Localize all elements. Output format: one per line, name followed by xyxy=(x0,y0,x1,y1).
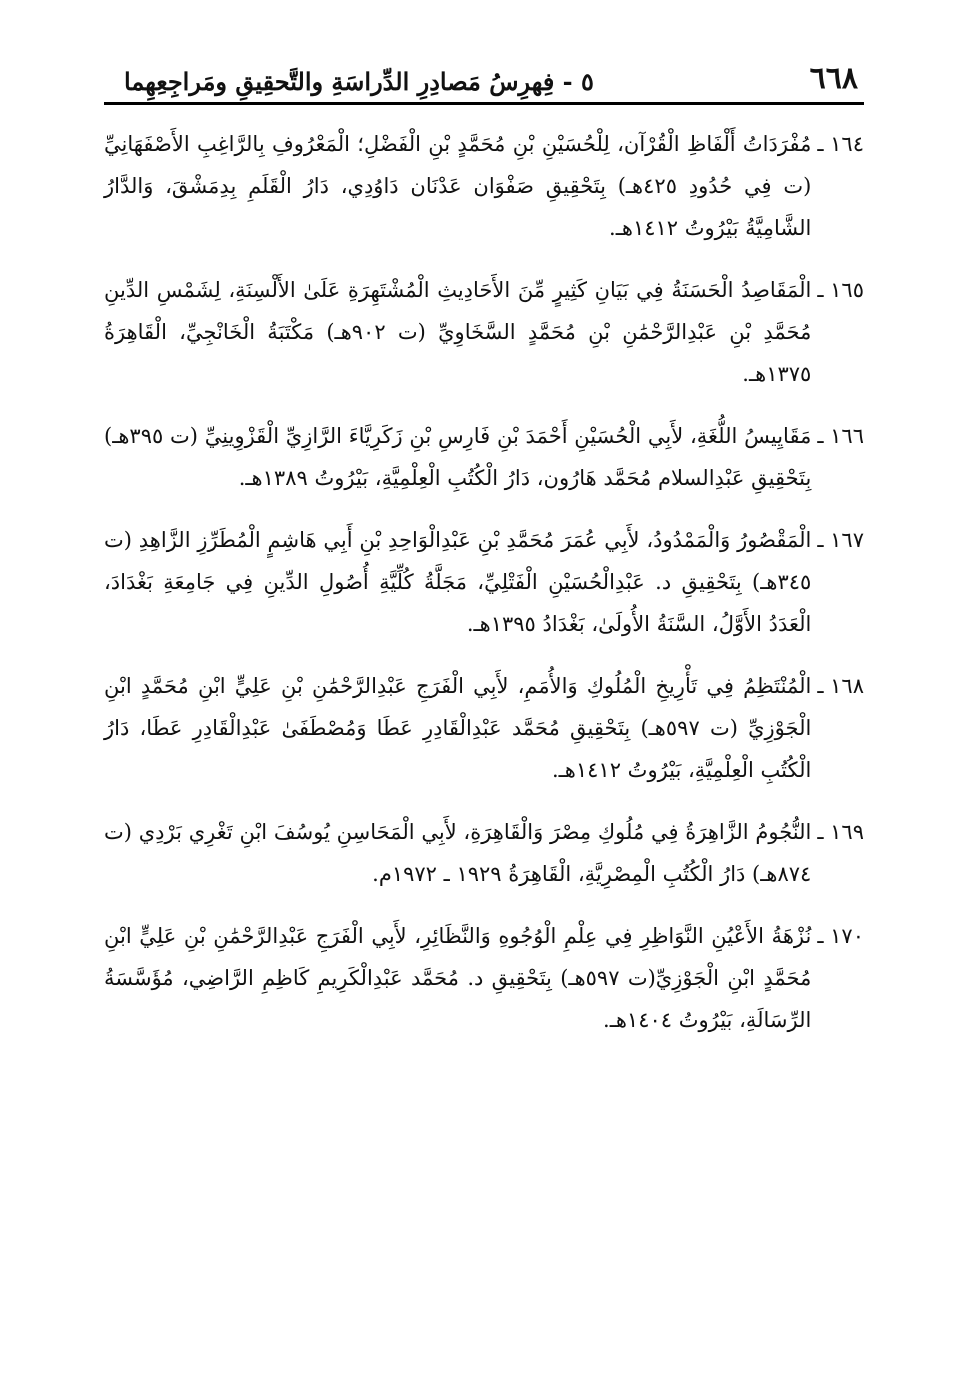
running-title: ٥ - فِهرِسُ مَصادِرِ الدِّراسَةِ والتَّحقِيقِ ومَراجِعِهِما xyxy=(124,67,594,96)
bibliography-entry xyxy=(104,269,864,395)
bibliography-entry xyxy=(104,915,864,1041)
entry-number: ١٦٨ ـ xyxy=(817,674,864,698)
entry-number: ١٦٧ ـ xyxy=(817,528,864,552)
entry-text: مُفْرَدَاتُ أَلْفَاظِ الْقُرْآن، لِلْحُسَيْنِ بْنِ مُحَمَّدٍ بْنِ الْفَضْلِ؛ الْمَعْرُوفِ بِالرَّاغِبِ الأَصْفَهَانِيِّ (ت فِي حُدُودِ ٤٢٥هـ) بِتَحْقِيقِ صَفْوَان عَدْنَان دَاوُدِي، دَارُ الْقَلَمِ بِدِمَشْقَ، وَالدَّارُ الشَّامِيَّةُ بَيْرُوتُ ١٤١٢هـ. xyxy=(104,132,812,240)
bibliography-entry xyxy=(104,415,864,499)
bibliography-list xyxy=(104,123,864,1041)
bibliography-entry xyxy=(104,811,864,895)
page-number: ٦٦٨ xyxy=(809,61,858,96)
entry-text: نُزْهَةُ الأَعْيُنِ النَّوَاظِرِ فِي عِلْمِ الْوُجُوهِ وَالنَّظَائِرِ، لأَبِي الْفَرَجِ عَبْدِالرَّحْمَٰنِ بْنِ عَلِيٍّ ابْنِ مُحَمَّدٍ ابْنِ الْجَوْزِيِّ(ت ٥٩٧هـ) بِتَحْقِيقِ د. مُحَمَّد عَبْدِالْكَرِيمِ كَاظِمِ الرَّاضِي، مُؤَسَّسَةُ الرِّسَالَةِ، بَيْرُوتُ ١٤٠٤هـ. xyxy=(104,924,812,1032)
entry-number: ١٦٦ ـ xyxy=(817,424,864,448)
bibliography-entry xyxy=(104,665,864,791)
page-header xyxy=(104,40,864,96)
entry-number: ١٧٠ ـ xyxy=(817,924,864,948)
header-rule xyxy=(104,102,864,105)
entry-number: ١٦٩ ـ xyxy=(817,820,864,844)
entry-text: الْمَقَاصِدُ الْحَسَنَةُ فِي بَيَانِ كَثِيرٍ مِّنَ الأَحَادِيثِ الْمُشْتَهِرَةِ عَلَىٰ الأَلْسِنَةِ، لِشَمْسِ الدِّينِ مُحَمَّدِ بْنِ عَبْدِالرَّحْمَٰنِ بْنِ مُحَمَّدٍ السَّخَاوِيِّ (ت ٩٠٢هـ) مَكْتَبَةُ الْخَانْجِيِّ، الْقَاهِرَةُ ١٣٧٥هـ. xyxy=(104,278,812,386)
entry-text: الْمُنْتَظِمُ فِي تَأْرِيخِ الْمُلُوكِ وَالأُمَمِ، لأَبِي الْفَرَجِ عَبْدِالرَّحْمَٰنِ بْنِ عَلِيٍّ ابْنِ مُحَمَّدٍ ابْنِ الْجَوْزِيِّ (ت ٥٩٧هـ) بِتَحْقِيقِ مُحَمَّد عَبْدِالْقَادِرِ عَطَا وَمُصْطَفَىٰ عَبْدِالْقَادِرِ عَطَا، دَارُ الْكُتُبِ الْعِلْمِيَّةِ، بَيْرُوتُ ١٤١٢هـ. xyxy=(104,674,812,782)
book-page xyxy=(104,40,864,1061)
entry-number: ١٦٤ ـ xyxy=(817,132,864,156)
entry-number: ١٦٥ ـ xyxy=(817,278,864,302)
bibliography-entry xyxy=(104,519,864,645)
entry-text: النُّجُومُ الزَّاهِرَةُ فِي مُلُوكِ مِصْرَ وَالْقَاهِرَةِ، لأَبِي الْمَحَاسِنِ يُوسُفَ ابْنِ تَغْرِي بَرْدِي (ت ٨٧٤هـ) دَارُ الْكُتُبِ الْمِصْرِيَّةِ، الْقَاهِرَةُ ١٩٢٩ ـ ١٩٧٢م. xyxy=(104,820,812,886)
entry-text: الْمَقْصُورُ وَالْمَمْدُودُ، لأَبِي عُمَرَ مُحَمَّدِ بْنِ عَبْدِالْوَاحِدِ بْنِ أَبِي هَاشِمٍ الْمُطَرِّزِ الزَّاهِدِ (ت ٣٤٥هـ) بِتَحْقِيقِ د. عَبْدِالْحُسَيْنِ الْفَتْلِيِّ، مَجَلَّةُ كُلِّيَّةِ أُصُولِ الدِّينِ فِي جَامِعَةِ بَغْدَادَ، الْعَدَدُ الأَوَّلُ، السَّنَةُ الأُولَىٰ، بَغْدَادُ ١٣٩٥هـ. xyxy=(104,528,812,636)
entry-text: مَقَايِيسُ اللُّغَةِ، لأَبِي الْحُسَيْنِ أَحْمَدَ بْنِ فَارِسِ بْنِ زَكَرِيَّاءَ الرَّازِيِّ الْقَزْوِينِيِّ (ت ٣٩٥هـ) بِتَحْقِيقِ عَبْدِالسلام مُحَمَّد هَارُون، دَارُ الْكُتُبِ الْعِلْمِيَّةِ، بَيْرُوتُ ١٣٨٩هـ. xyxy=(104,424,812,490)
bibliography-entry xyxy=(104,123,864,249)
